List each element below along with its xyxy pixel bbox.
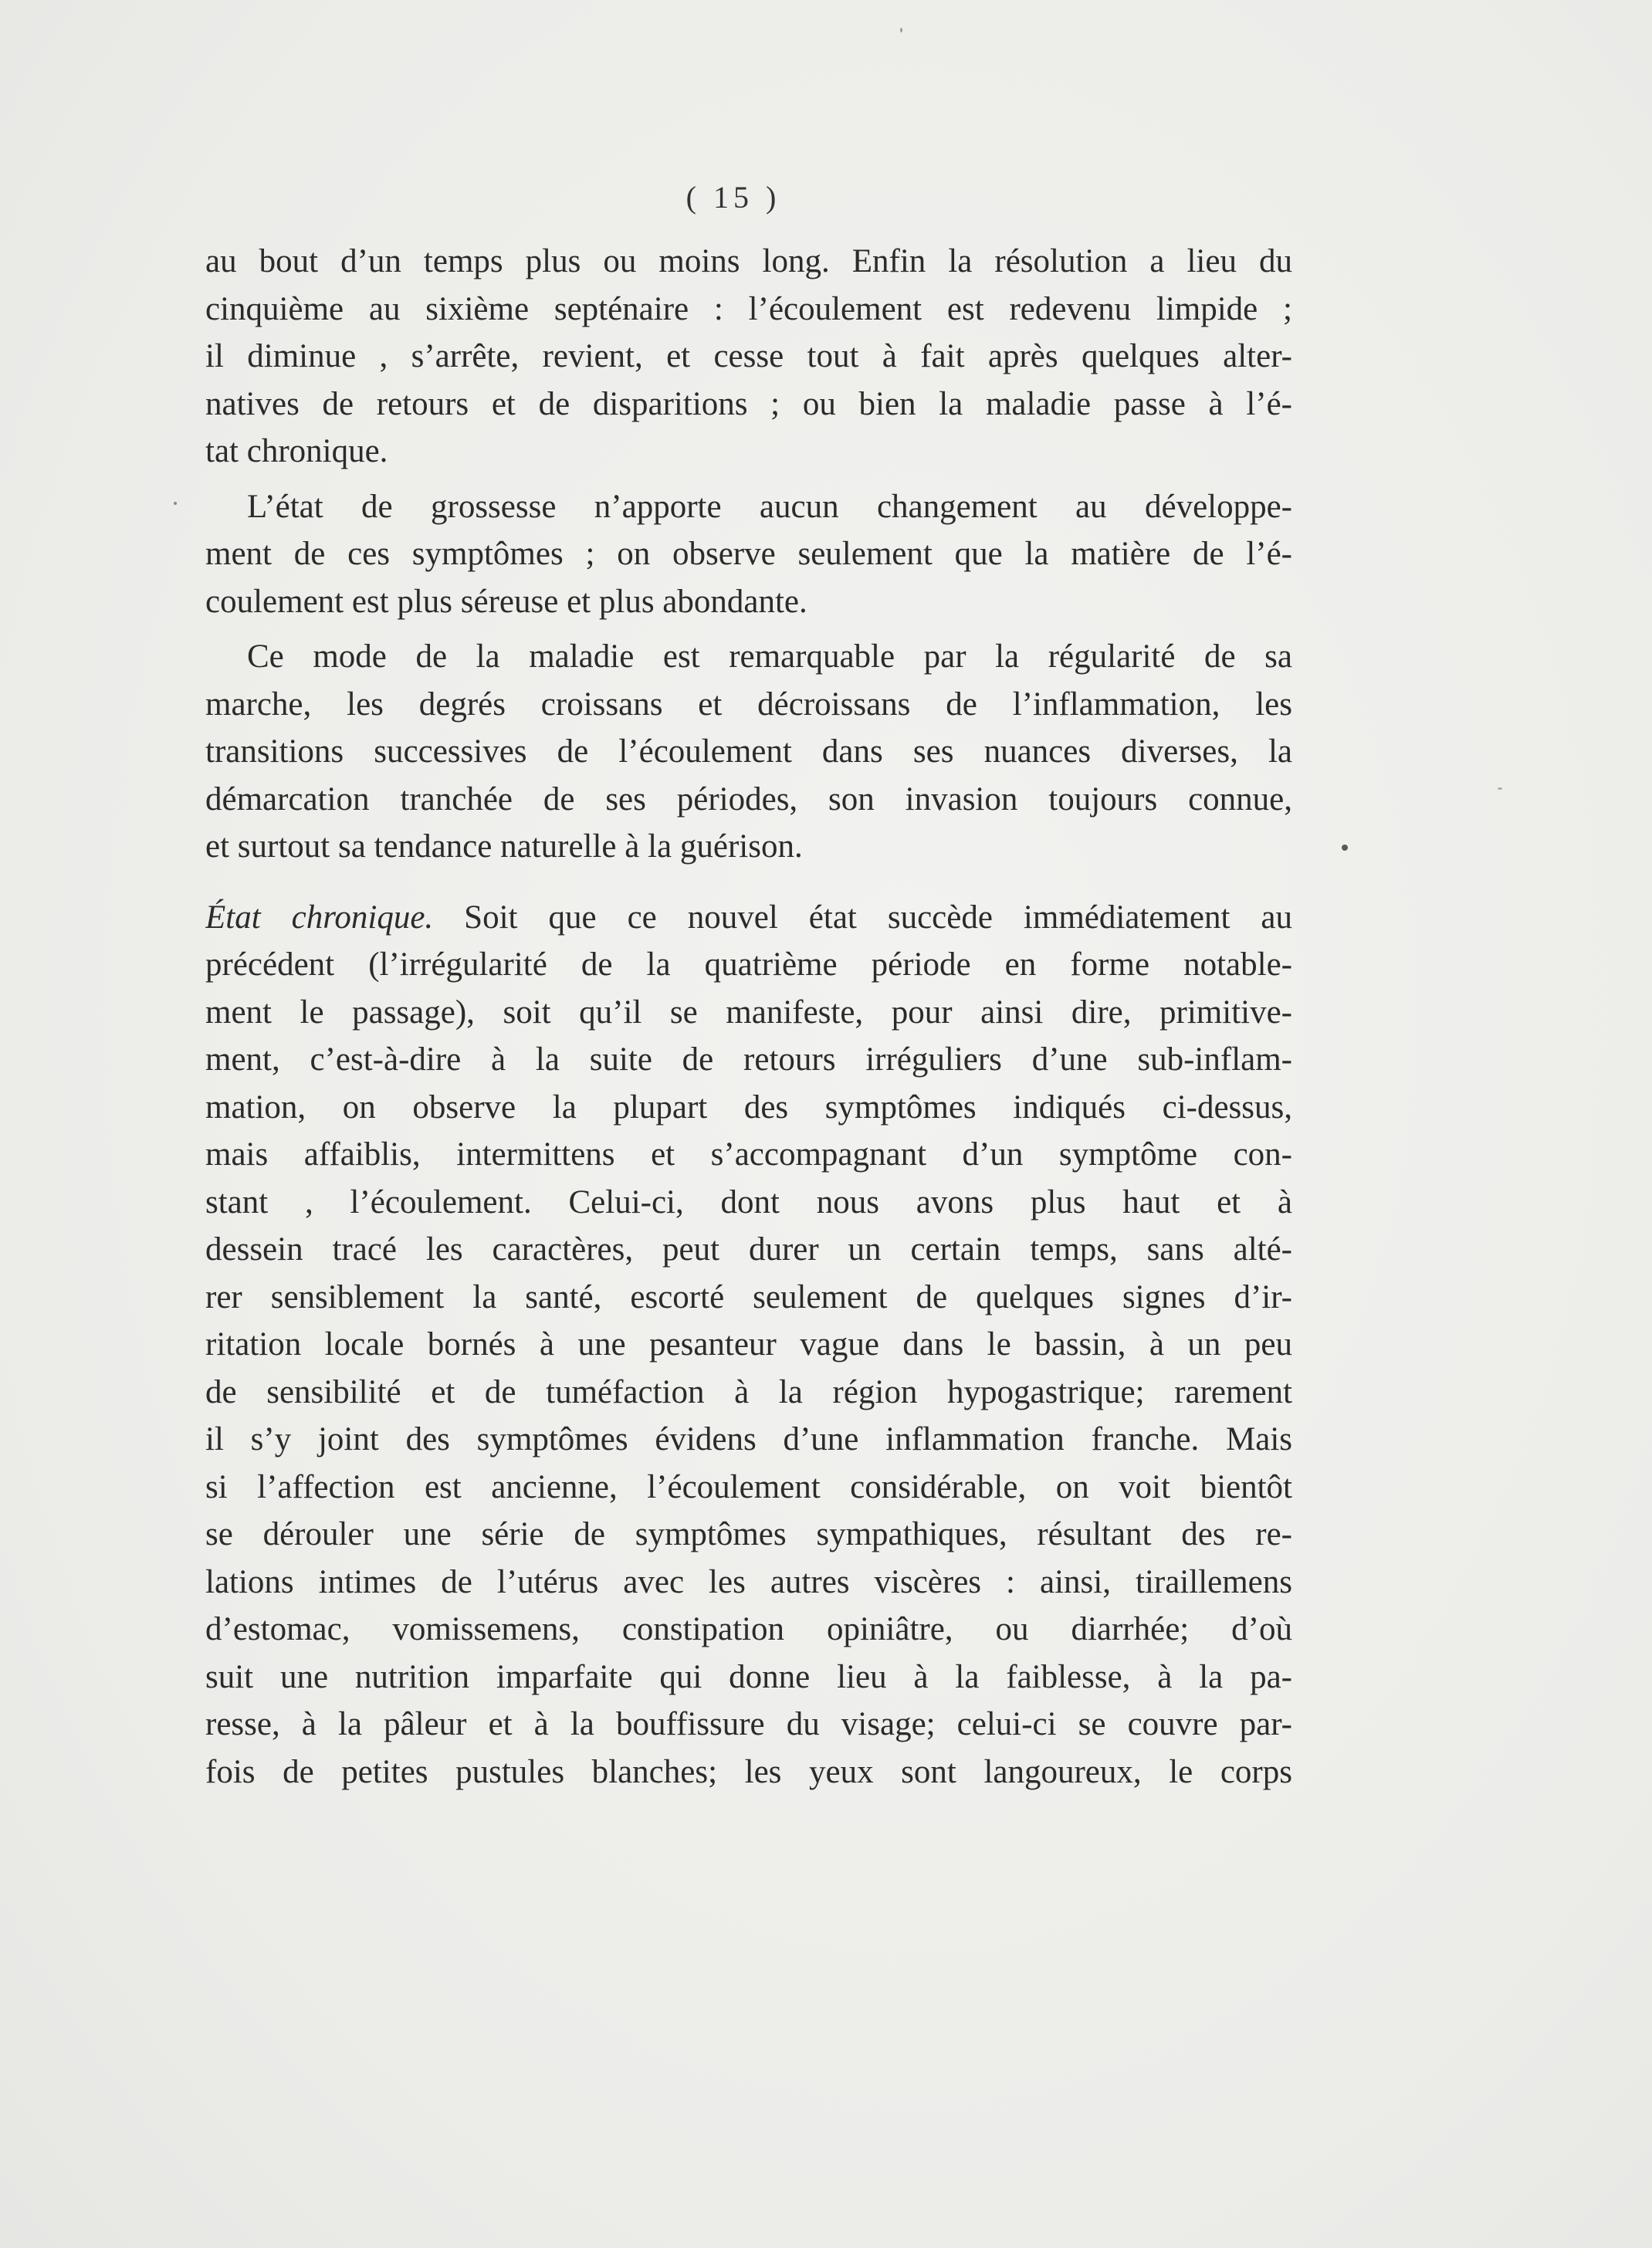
paper-speck [900,28,902,32]
paragraph [205,894,1292,1796]
text-line: marche, les degrés croissans et décroissans de l’inflammation, les [205,686,1292,723]
text-line: fois de petites pustules blanches; les yeux sont langoureux, le corps [205,1753,1292,1790]
text-line: et surtout sa tendance naturelle à la guérison. [205,828,803,865]
text-line: cinquième au sixième septénaire : l’écoulement est redevenu limpide ; [205,290,1292,327]
text-line: Ce mode de la maladie est remarquable par la régularité de sa [247,638,1292,675]
text-line: natives de retours et de disparitions ; ou bien la maladie passe à l’é- [205,385,1292,422]
text-line: de sensibilité et de tuméfaction à la région hypogastrique; rarement [205,1373,1292,1410]
text-line: si l’affection est ancienne, l’écoulement considérable, on voit bientôt [205,1468,1292,1505]
text-line: démarcation tranchée de ses périodes, son invasion toujours connue, [205,780,1292,818]
paragraph [205,483,1292,626]
body-text [205,238,1292,1796]
paper-speck [1498,787,1502,790]
text-line: ment de ces symptômes ; on observe seulement que la matière de l’é- [205,536,1292,572]
section-heading: État chronique. [205,899,434,936]
text-line: ment, c’est-à-dire à la suite de retours irréguliers d’une sub-inflam- [205,1041,1292,1078]
text-line: L’état de grossesse n’apporte aucun changement au développe- [247,488,1292,525]
text-line: tat chronique. [205,433,388,469]
text-line: coulement est plus séreuse et plus abondante. [205,583,807,620]
text-line: il s’y joint des symptômes évidens d’une inflammation franche. Mais [205,1421,1292,1457]
paper-speck [174,502,177,505]
text-fragment: Soit que ce nouvel état succède immédiatement au [433,899,1292,936]
paper-speck [1342,845,1348,851]
text-line: ment le passage), soit qu’il se manifeste, pour ainsi dire, primitive- [205,994,1292,1031]
text-line: mation, on observe la plupart des symptômes indiqués ci-dessus, [205,1088,1292,1126]
text-line: précédent (l’irrégularité de la quatrième période en forme notable- [205,946,1292,983]
text-line: se dérouler une série de symptômes sympathiques, résultant des re- [205,1516,1292,1552]
paragraph [205,238,1292,476]
text-line: suit une nutrition imparfaite qui donne lieu à la faiblesse, à la pa- [205,1658,1292,1695]
text-line: d’estomac, vomissemens, constipation opiniâtre, ou diarrhée; d’où [205,1611,1292,1647]
text-line [205,894,1292,942]
text-line: ritation locale bornés à une pesanteur vague dans le bassin, à un peu [205,1326,1292,1363]
text-line: stant , l’écoulement. Celui-ci, dont nous avons plus haut et à [205,1183,1292,1220]
text-line: lations intimes de l’utérus avec les autres viscères : ainsi, tiraillemens [205,1563,1292,1600]
text-line: rer sensiblement la santé, escorté seulement de quelques signes d’ir- [205,1278,1292,1315]
paragraph [205,633,1292,871]
text-line: resse, à la pâleur et à la bouffissure du visage; celui-ci se couvre par- [205,1706,1292,1742]
text-line: au bout d’un temps plus ou moins long. Enfin la résolution a lieu du [205,243,1292,279]
text-line: il diminue , s’arrête, revient, et cesse tout à fait après quelques alter- [205,338,1292,374]
page-number: ( 15 ) [686,180,781,215]
text-line: dessein tracé les caractères, peut durer un certain temps, sans alté- [205,1231,1292,1268]
text-line: transitions successives de l’écoulement dans ses nuances diverses, la [205,733,1292,770]
text-line: mais affaiblis, intermittens et s’accompagnant d’un symptôme con- [205,1136,1292,1173]
